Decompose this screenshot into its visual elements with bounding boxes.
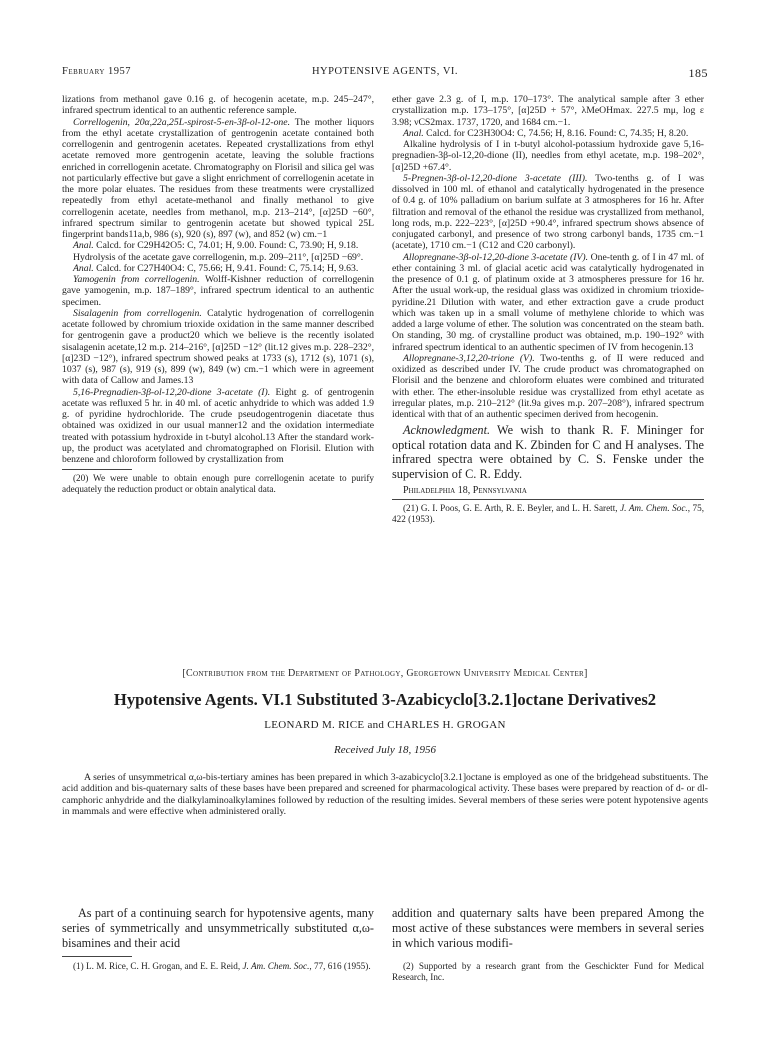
body-left-column bbox=[62, 906, 374, 972]
footnote-2: (2) Supported by a research grant from the Geschickter Fund for Medical Research, Inc. bbox=[392, 961, 704, 983]
acknowledgment bbox=[392, 423, 704, 481]
left-column-paragraph bbox=[62, 308, 374, 387]
paragraph-text: The mother liquors from the ethyl acetate crystallization of gentrogenin acetate contained both correllogenin and gentrogenin acetates. Repeated crystallizations from ethyl acetate removed more gentrogenin acetate, leaving the soluble fractions enriched in correllogenin acetate. Chromatography on Florisil and silica gel was not particularly effective but gave a slight enrichment of correllogenin acetate in the more polar eluates. The residues from these treatments were crystallized repeatedly from ethyl acetate-methanol and finally methanol to give correllogenin acetate, needles from methanol, m.p. 213–214°, [α]25D −60°, infrared spectrum similar to gentrogenin acetate but showed typical 25L fingerprint bands11a,b, 986 (s), 920 (s), 897 (w), and 852 (w) cm.−1 bbox=[62, 116, 374, 240]
paragraph-lead: Allopregnane-3β-ol-12,20-dione 3-acetate (IV). bbox=[403, 251, 589, 263]
footnote-21-journal: J. Am. Chem. Soc. bbox=[620, 502, 688, 513]
right-column-paragraph bbox=[392, 128, 704, 139]
left-column-paragraph bbox=[62, 94, 374, 117]
footnote-20: (20) We were unable to obtain enough pure correllogenin acetate to purify adequately the reduction product or obtain analytical data. bbox=[62, 473, 374, 495]
page-number: 185 bbox=[688, 66, 708, 80]
footnote-1 bbox=[62, 961, 374, 972]
paragraph-lead: Anal. bbox=[73, 240, 94, 252]
paragraph-text: Alkaline hydrolysis of I in t-butyl alcohol-potassium hydroxide gave 5,16-pregnadien-3β-ol-12,20-dione (II), needles from ethyl acetate, m.p. 198–202°, [α]25D +67.4°. bbox=[392, 139, 704, 173]
article-authors: LEONARD M. RICE and CHARLES H. GROGAN bbox=[264, 719, 506, 731]
left-column-paragraph bbox=[62, 117, 374, 241]
right-column bbox=[392, 94, 704, 525]
paragraph-text: lizations from methanol gave 0.16 g. of hecogenin acetate, m.p. 245–247°, infrared spectrum identical to an authentic reference sample. bbox=[62, 94, 374, 117]
left-column-paragraph bbox=[62, 387, 374, 466]
body-right-column bbox=[392, 906, 704, 983]
contribution-line: [Contribution from the Department of Pathology, Georgetown University Medical Center] bbox=[182, 668, 588, 679]
paragraph-lead: 5,16-Pregnadien-3β-ol-12,20-dione 3-acetate (I). bbox=[73, 386, 271, 398]
footnote-1-journal: J. Am. Chem. Soc. bbox=[242, 961, 310, 972]
left-column-paragraph bbox=[62, 263, 374, 274]
footnote-1-authors: (1) L. M. Rice, C. H. Grogan, and E. E. Reid, bbox=[73, 961, 243, 972]
received-date: Received July 18, 1956 bbox=[333, 744, 436, 756]
footnote-21-authors: (21) G. I. Poos, G. E. Arth, R. E. Beyler, and L. H. Sarett, bbox=[403, 502, 621, 513]
right-column-paragraph bbox=[392, 139, 704, 173]
left-column-paragraph bbox=[62, 252, 374, 263]
left-column-paragraph bbox=[62, 274, 374, 308]
abstract: A series of unsymmetrical α,ω-bis-tertiary amines has been prepared in which 3-azabicyclo[3.2.1]octane is employed as one of the bridgehead substituents. The acid addition and bis-quaternary salts of these bases have been prepared and screened for pharmacological activity. These bases were prepared by reaction of d- or dl-camphoric anhydride and the dialkylaminoalkylamines followed by reduction of the resulting imides. Several members of these series were potent hypotensive agents in mammals and were effective when administered orally. bbox=[62, 772, 708, 817]
acknowledgment-lead: Acknowledgment. bbox=[403, 423, 491, 438]
paragraph-text: Hydrolysis of the acetate gave correllogenin, m.p. 209–211°, [α]25D −69°. bbox=[73, 251, 364, 263]
paragraph-lead: Anal. bbox=[73, 262, 94, 274]
footnote-21 bbox=[392, 503, 704, 525]
paragraph-text: Catalytic hydrogenation of correllogenin acetate followed by chromium trioxide oxidation in the same manner described for gentrogenin gave a product20 which we believe is the recently isolated sisalagenin acetate,12 m.p. 214–216°, [α]25D −12° (lit.12 gives m.p. 228–232°, [α]23D −12°), infrared spectrum showed peaks at 1733 (s), 1712 (s), 1071 (s), 1037 (s), 987 (s), 919 (s), 899 (w), 849 (w) cm.−1 which were in agreement with data of Callow and James.13 bbox=[62, 307, 374, 387]
right-column-paragraph bbox=[392, 252, 704, 353]
body-paragraph: As part of a continuing search for hypotensive agents, many series of symmetrically and unsymmetrically substituted α,ω-bisamines and their acid bbox=[62, 906, 374, 950]
footnote-rule bbox=[392, 499, 704, 500]
paragraph-lead: Sisalagenin from correllogenin. bbox=[73, 307, 202, 319]
paragraph-text: Two-tenths g. of I was dissolved in 100 ml. of ethanol and catalytically hydrogenated in the presence of 0.4 g. of 10% palladium on barium sulfate at 3 atmospheres for 16 hr. After filtration and removal of the ethanol the residue was crystallized from methanol, long rods, m.p. 222–223°, [α]25D +90.4°, infrared spectrum shows absence of conjugated carbonyl, and presence of two strong carbonyl bands, 1735 cm.−1 (acetate), 1710 cm.−1 (C12 and C20 carbonyl). bbox=[392, 172, 704, 252]
paragraph-lead: Correllogenin, 20α,22a,25L-spirost-5-en-3β-ol-12-one. bbox=[73, 116, 290, 128]
footnote-rule bbox=[62, 469, 132, 470]
paragraph-text: Calcd. for C23H30O4: C, 74.56; H, 8.16. Found: C, 74.35; H, 8.20. bbox=[423, 127, 689, 139]
footnote-rule bbox=[62, 956, 132, 957]
left-column-paragraphs bbox=[62, 94, 374, 465]
paragraph-text: Calcd. for C27H40O4: C, 75.66; H, 9.41. Found: C, 75.14; H, 9.63. bbox=[93, 262, 359, 274]
paragraph-text: Wolff-Kishner reduction of correllogenin gave yamogenin, m.p. 187–189°, infrared spectrum identical to an authentic specimen. bbox=[62, 274, 374, 308]
paragraph-text: One-tenth g. of I in 47 ml. of ether containing 3 ml. of glacial acetic acid was catalytically hydrogenated in the presence of 0.1 g. of platinum oxide at 3 atmospheres pressure for 16 hr. After the usual work-up, the residual glass was oxidized in chromium trioxide-pyridine.21 Dilution with water, and ether extraction gave a crude product which was taken up in a small volume of methylene chloride to which was added a large volume of ether. The solution was concentrated on the steam bath. On standing, 30 mg. of crystalline product was obtained, m.p. 190–192° with infrared spectrum identical to an authentic specimen of IV from hecogenin.13 bbox=[392, 251, 704, 353]
body-paragraph-continued: addition and quaternary salts have been prepared Among the most active of these substances were members in several series in which various modifi- bbox=[392, 906, 704, 950]
header-date: February 1957 bbox=[62, 66, 132, 77]
footnote-21-volume: , 75, 422 (1953). bbox=[392, 502, 705, 524]
right-column-paragraph bbox=[392, 173, 704, 252]
left-column bbox=[62, 94, 374, 495]
paragraph-lead: Yamogenin from correllogenin. bbox=[73, 274, 200, 285]
paragraph-lead: 5-Pregnen-3β-ol-12,20-dione 3-acetate (III). bbox=[403, 172, 588, 184]
header-running-title: HYPOTENSIVE AGENTS, VI. bbox=[311, 66, 459, 77]
paragraph-text: Eight g. of gentrogenin acetate was refluxed 5 hr. in 40 ml. of acetic anhydride to which was added 1.9 g. of pyridine hydrochloride. The crude pseudogentrogenin diacetate thus obtained was oxidized in our usual manner12 and the oxidation intermediate treated with potassium hydroxide in t-butyl alcohol.13 After the standard work-up, the product was acetylated and chromatographed on Florisil. Elution with benzene and chloroform followed by crystallization from bbox=[62, 386, 374, 465]
paragraph-text: Calcd. for C29H42O5: C, 74.01; H, 9.00. Found: C, 73.90; H, 9.18. bbox=[93, 240, 359, 252]
paragraph-text: ether gave 2.3 g. of I, m.p. 170–173°. The analytical sample after 3 ether crystallization m.p. 173–175°, [α]25D + 57°, λMeOHmax. 227.5 mμ, log ε 3.98; νCS2max. 1737, 1720, and 1684 cm.−1. bbox=[392, 94, 704, 128]
paragraph-lead: Allopregnane-3,12,20-trione (V). bbox=[403, 352, 535, 364]
article-title: Hypotensive Agents. VI.1 Substituted 3-Azabicyclo[3.2.1]octane Derivatives2 bbox=[113, 690, 657, 709]
right-column-paragraphs bbox=[392, 94, 704, 420]
paragraph-lead: Anal. bbox=[403, 127, 424, 139]
right-column-paragraph bbox=[392, 353, 704, 421]
left-column-paragraph bbox=[62, 240, 374, 251]
author-address: Philadelphia 18, Pennsylvania bbox=[403, 484, 527, 496]
acknowledgment-text: We wish to thank R. F. Mininger for optical rotation data and K. Zbinden for C and H analyses. The infrared spectra were obtained by C. S. Fenske under the supervision of C. R. Eddy. bbox=[392, 423, 704, 482]
paragraph-text: Two-tenths g. of II were reduced and oxidized as described under IV. The crude product was chromatographed on Florisil and the benzene and chloroform eluates were combined and triturated with ether. The ether-insoluble residue was crystallized from ethyl acetate as irregular plates, m.p. 210–212° (lit.9a gives m.p. 207–208°), infrared spectrum identical with that of an authentic specimen derived from hecogenin. bbox=[392, 352, 704, 420]
running-header bbox=[62, 66, 708, 82]
right-column-paragraph bbox=[392, 94, 704, 128]
footnote-1-volume: , 77, 616 (1955). bbox=[309, 961, 371, 972]
